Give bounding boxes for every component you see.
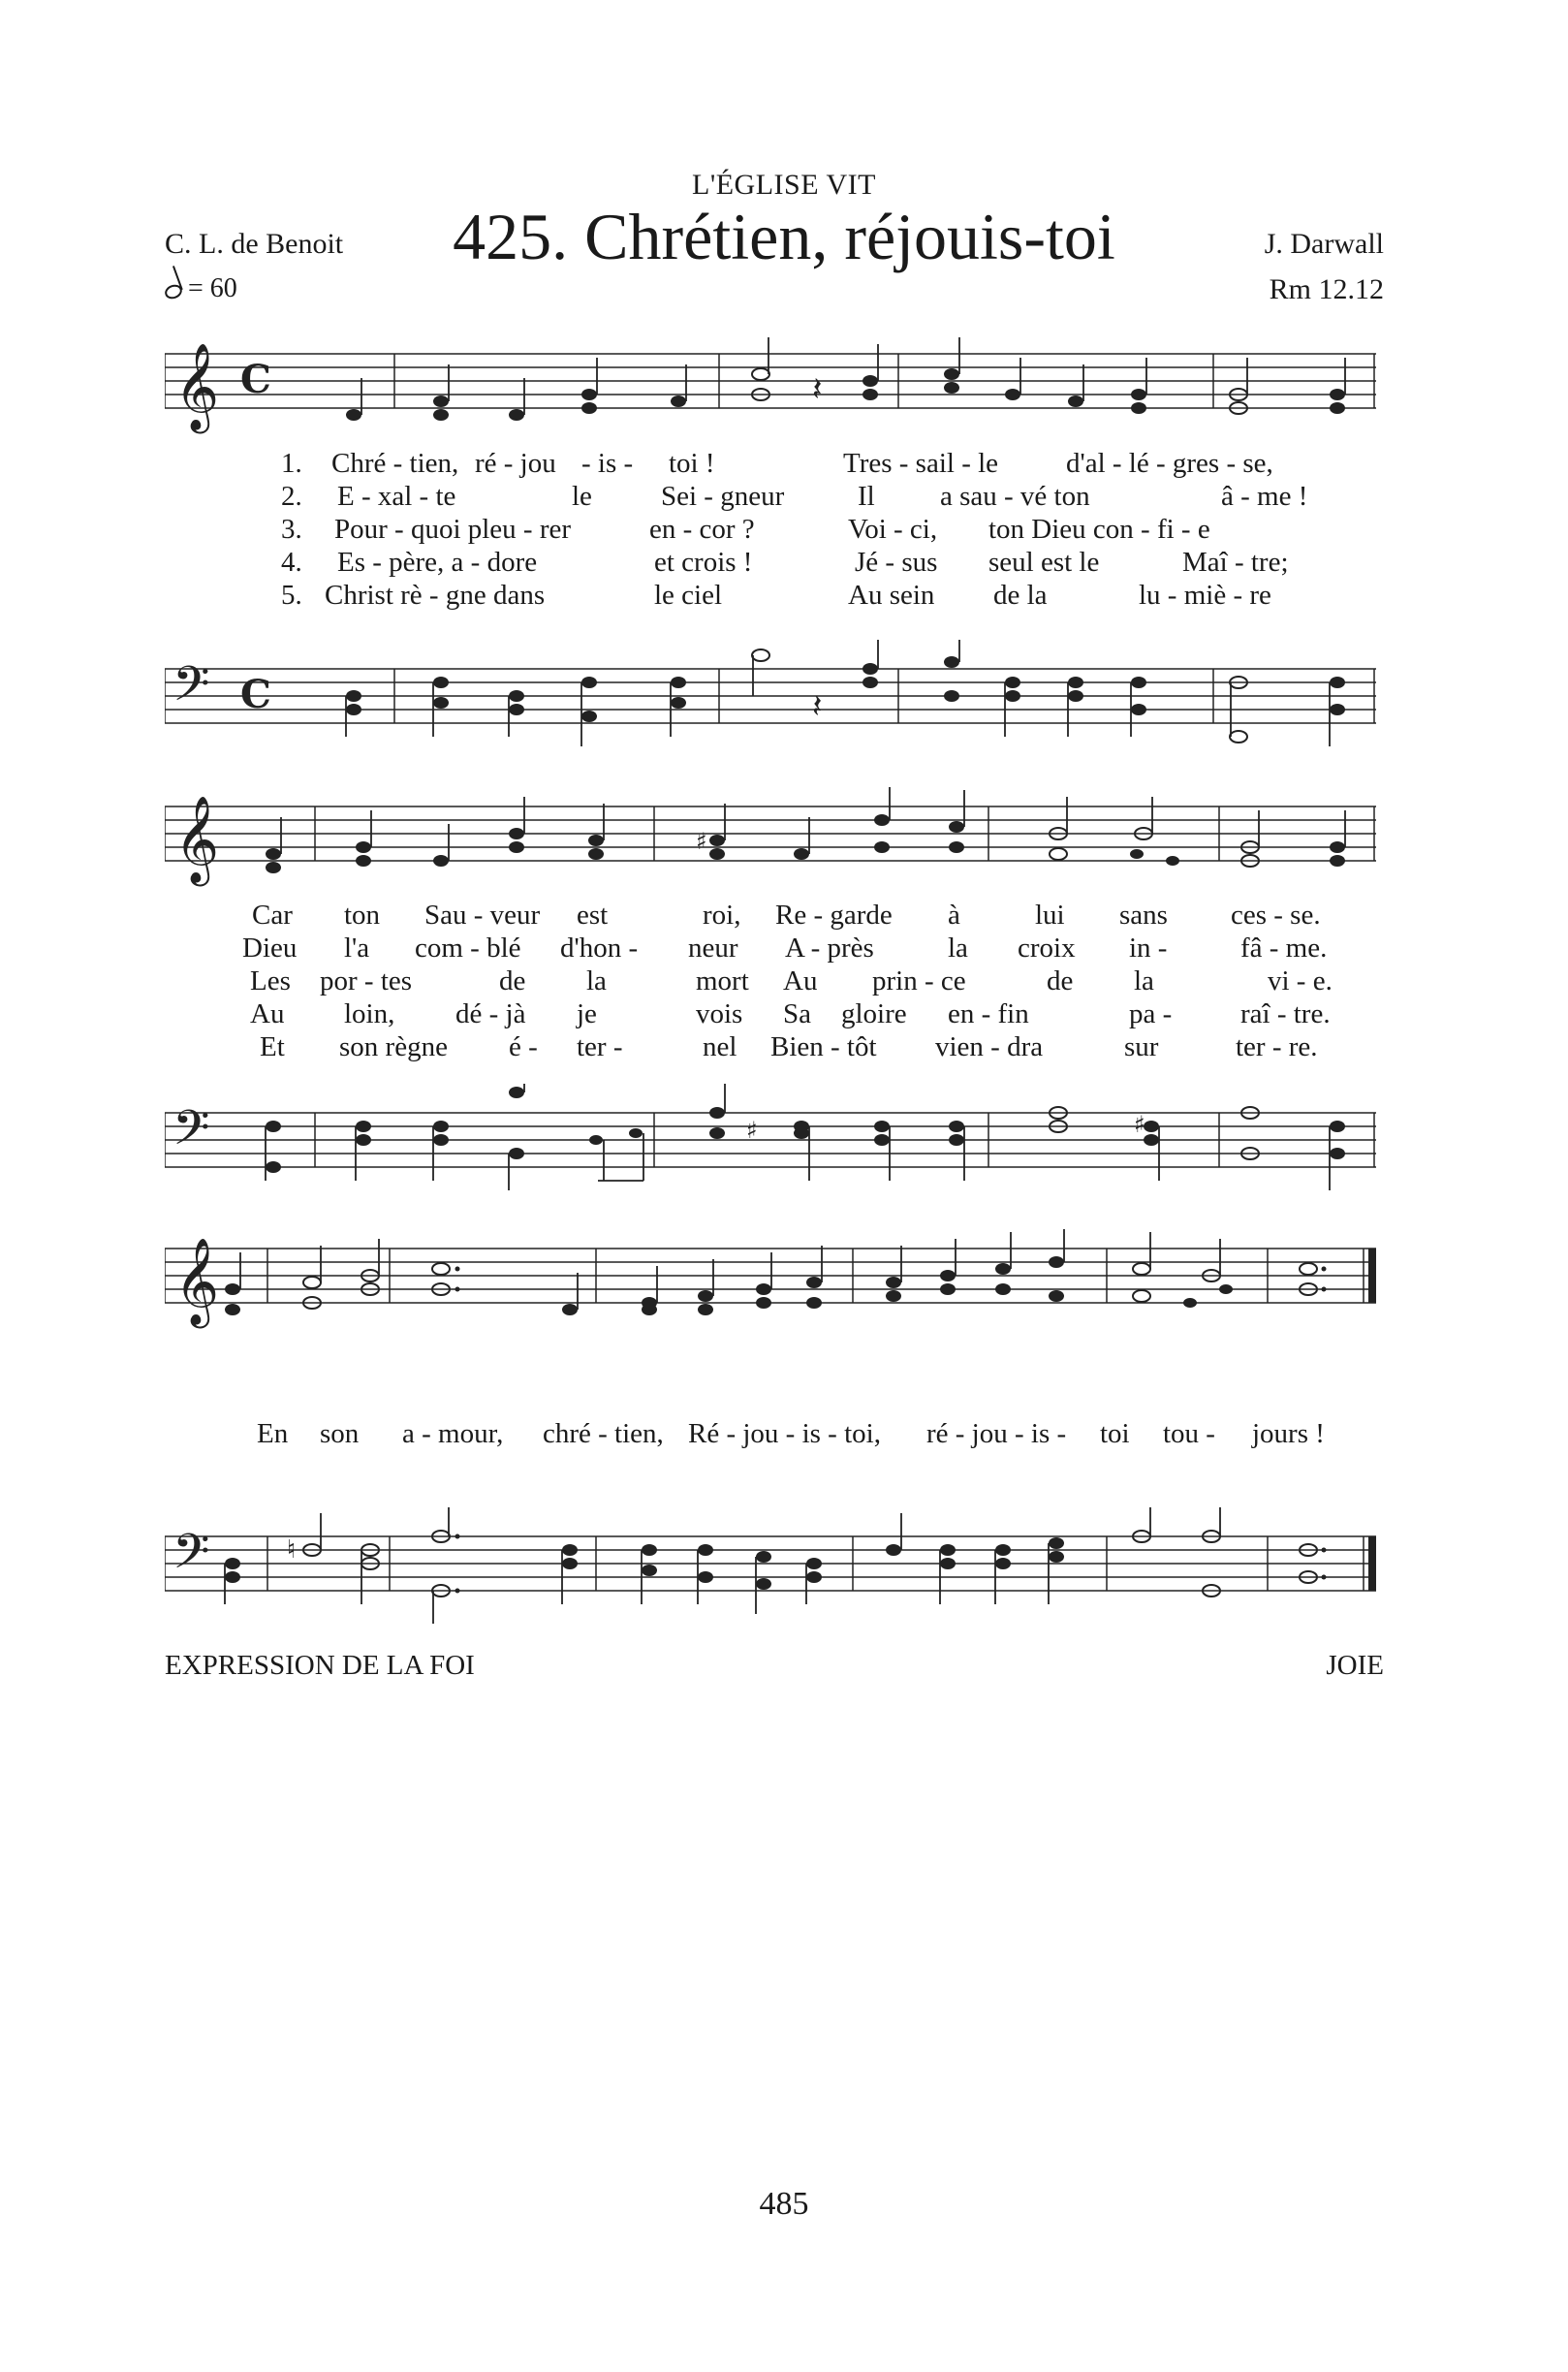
lyric-syllable: - is - [581, 448, 634, 479]
lyric-syllable: Au [783, 965, 818, 996]
lyric-syllable: mort [696, 965, 749, 996]
lyric-syllable: gloire [841, 998, 907, 1029]
page-number: 485 [759, 2186, 809, 2222]
lyric-syllable: et crois ! [654, 547, 753, 578]
lyric-syllable: loin, [344, 998, 395, 1029]
lyric-syllable: ton Dieu con - fi - e [988, 514, 1210, 545]
lyric-syllable: com - blé [415, 933, 521, 964]
lyric-syllable: ter - re. [1236, 1031, 1318, 1062]
lyric-syllable: Les [250, 965, 291, 996]
bass-clef-icon: 𝄢 [172, 656, 210, 724]
quarter-rest-icon: 𝄽 [812, 687, 823, 726]
lyric-syllable: je [577, 998, 597, 1029]
lyric-syllable: a sau - vé ton [940, 481, 1090, 512]
lyric-syllable: de [499, 965, 526, 996]
lyric-syllable: Car [252, 900, 293, 931]
treble-staff-3-svg [165, 1229, 1386, 1365]
lyric-syllable: nel [703, 1031, 737, 1062]
bass-clef-icon: 𝄢 [172, 1100, 210, 1168]
lyric-syllable: Tres - sail - le [843, 448, 999, 479]
lyric-syllable: Ré - jou - is - toi, [688, 1418, 881, 1449]
lyric-syllable: son règne [339, 1031, 448, 1062]
lyric-syllable: en - fin [948, 998, 1029, 1029]
bass-staff-2-svg [165, 1084, 1386, 1210]
lyric-syllable: lui [1035, 900, 1065, 931]
lyric-syllable: fâ - me. [1240, 933, 1328, 964]
lyric-syllable: pa - [1129, 998, 1173, 1029]
lyric-syllable: chré - tien, [543, 1418, 664, 1449]
lyric-syllable: le ciel [654, 580, 723, 611]
lyric-line-1-2 [165, 481, 1386, 514]
lyric-syllable: Au [250, 998, 285, 1029]
lyric-syllable: 3. [281, 514, 302, 545]
treble-clef-icon: 𝄞 [174, 1238, 220, 1325]
lyric-syllable: ter - [577, 1031, 623, 1062]
section-heading: L'ÉGLISE VIT [692, 169, 876, 201]
lyric-syllable: Re - garde [775, 900, 893, 931]
common-time-icon: C [240, 357, 271, 402]
sharp-icon: ♯ [1134, 1111, 1145, 1138]
lyric-syllable: est [577, 900, 609, 931]
lyric-syllable: lu - miè - re [1139, 580, 1271, 611]
common-time-icon: C [240, 672, 271, 717]
lyric-syllable: é - [509, 1031, 538, 1062]
tempo-value: = 60 [188, 273, 237, 303]
lyric-syllable: sur [1124, 1031, 1159, 1062]
lyric-syllable: d'al - lé - gres - se, [1066, 448, 1273, 479]
lyric-line-2-1 [165, 900, 1386, 933]
quarter-rest-icon: 𝄽 [812, 370, 823, 409]
footer-category: EXPRESSION DE LA FOI [165, 1650, 475, 1681]
treble-staff-3 [165, 1229, 1376, 1365]
lyric-syllable: por - tes [320, 965, 413, 996]
lyric-syllable: Maî - tre; [1182, 547, 1289, 578]
lyric-syllable: vi - e. [1268, 965, 1333, 996]
lyric-syllable: Chré - tien, [331, 448, 459, 479]
lyric-syllable: roi, [703, 900, 741, 931]
footer-theme: JOIE [1326, 1650, 1384, 1681]
lyric-syllable: vien - dra [935, 1031, 1044, 1062]
tempo-marking [165, 273, 237, 304]
lyric-syllable: â - me ! [1221, 481, 1308, 512]
lyric-syllable: la [948, 933, 968, 964]
bass-staff-1 [165, 640, 1376, 766]
lyric-syllable: dé - jà [455, 998, 526, 1029]
lyric-syllable: Sa [783, 998, 811, 1029]
lyric-syllable: ton [344, 900, 381, 931]
lyric-line-2-4 [165, 998, 1386, 1031]
lyric-syllable: A - près [785, 933, 874, 964]
bass-staff-2 [165, 1084, 1376, 1210]
composer: J. Darwall [1264, 228, 1384, 260]
lyric-syllable: sans [1119, 900, 1168, 931]
lyric-line-2-3 [165, 965, 1386, 998]
lyric-syllable: tou - [1163, 1418, 1215, 1449]
lyric-syllable: raî - tre. [1240, 998, 1331, 1029]
lyric-syllable: croix [1018, 933, 1076, 964]
lyric-syllable: a - mour, [402, 1418, 504, 1449]
lyric-syllable: la [586, 965, 607, 996]
lyric-syllable: Dieu [242, 933, 298, 964]
lyric-syllable: ces - se. [1231, 900, 1321, 931]
lyric-syllable: 4. [281, 547, 302, 578]
sharp-icon: ♯ [696, 828, 707, 855]
hymn-title: 425. Chrétien, réjouis-toi [453, 200, 1115, 273]
sharp-icon: ♯ [746, 1117, 758, 1144]
final-barline [1368, 1536, 1376, 1591]
lyric-syllable: in - [1129, 933, 1168, 964]
lyric-syllable: En [257, 1418, 289, 1449]
lyric-syllable: E - xal - te [337, 481, 456, 512]
treble-clef-icon: 𝄞 [174, 796, 220, 883]
lyric-line-1-3 [165, 514, 1386, 547]
lyric-line-1-1 [165, 448, 1386, 481]
lyric-syllable: toi [1100, 1418, 1130, 1449]
lyric-syllable: d'hon - [560, 933, 639, 964]
lyric-syllable: Sau - veur [424, 900, 541, 931]
lyric-syllable: jours ! [1252, 1418, 1325, 1449]
lyric-syllable: Bien - tôt [770, 1031, 877, 1062]
bass-staff-3 [165, 1507, 1376, 1633]
lyric-syllable: toi ! [669, 448, 715, 479]
lyric-syllable: Voi - ci, [848, 514, 938, 545]
lyric-syllable: Pour - quoi pleu - rer [334, 514, 572, 545]
lyricist: C. L. de Benoit [165, 228, 344, 260]
scripture-reference: Rm 12.12 [1269, 273, 1384, 305]
lyric-syllable: son [320, 1418, 360, 1449]
lyric-syllable: l'a [344, 933, 370, 964]
lyric-syllable: neur [688, 933, 738, 964]
lyric-syllable: Il [858, 481, 875, 512]
lyric-line-1-4 [165, 547, 1386, 580]
lyric-syllable: Sei - gneur [661, 481, 785, 512]
lyric-syllable: 5. [281, 580, 302, 611]
lyric-syllable: le [572, 481, 592, 512]
natural-sign-icon: ♮ [287, 1535, 297, 1565]
treble-clef-icon: 𝄞 [174, 343, 220, 430]
lyric-line-1-5 [165, 580, 1386, 613]
lyric-syllable: Jé - sus [855, 547, 938, 578]
lyric-syllable: à [948, 900, 960, 931]
lyric-line-2-2 [165, 933, 1386, 965]
lyric-line-2-5 [165, 1031, 1386, 1064]
lyric-syllable: Es - père, a - dore [337, 547, 538, 578]
final-barline [1368, 1249, 1376, 1303]
refrain-lyric-line [165, 1418, 1386, 1451]
lyric-syllable: la [1134, 965, 1154, 996]
half-note-icon [163, 282, 184, 300]
bass-staff-1-svg [165, 640, 1386, 766]
lyric-syllable: prin - ce [872, 965, 966, 996]
bass-clef-icon: 𝄢 [172, 1524, 210, 1592]
lyric-syllable: ré - jou [475, 448, 556, 479]
lyric-syllable: Au sein [848, 580, 935, 611]
lyric-syllable: Christ rè - gne dans [325, 580, 546, 611]
lyric-syllable: de [1047, 965, 1074, 996]
bass-staff-3-svg [165, 1507, 1386, 1633]
lyric-syllable: en - cor ? [649, 514, 755, 545]
lyric-syllable: 2. [281, 481, 302, 512]
lyric-syllable: 1. [281, 448, 302, 479]
lyric-syllable: seul est le [988, 547, 1100, 578]
lyric-syllable: ré - jou - is - [926, 1418, 1067, 1449]
lyric-syllable: Et [260, 1031, 285, 1062]
lyric-syllable: de la [993, 580, 1048, 611]
lyric-syllable: vois [696, 998, 743, 1029]
